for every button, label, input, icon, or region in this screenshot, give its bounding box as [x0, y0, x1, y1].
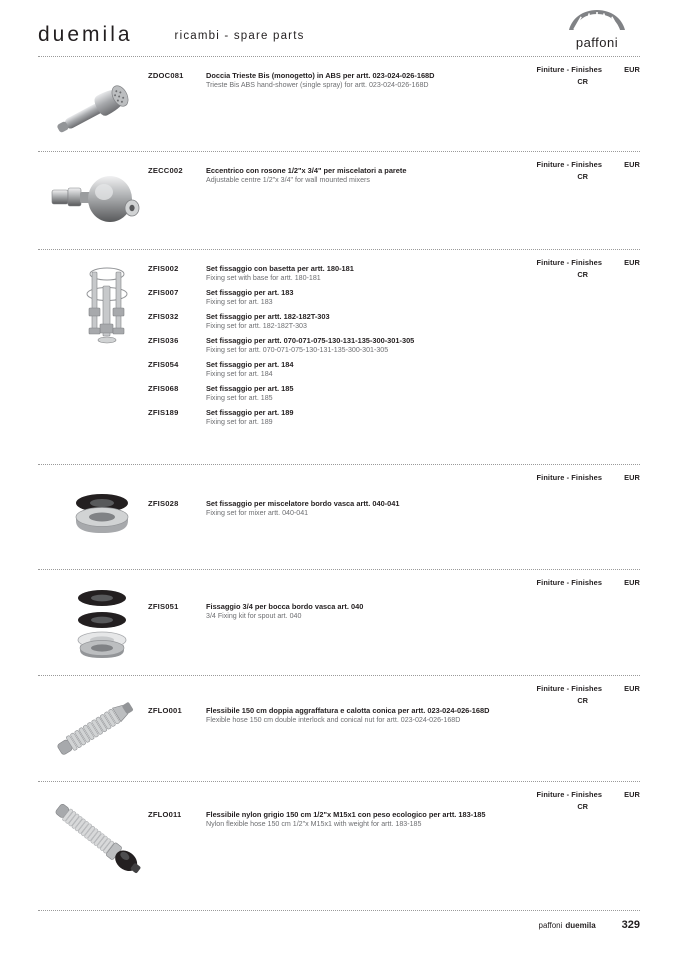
list-item — [148, 810, 628, 829]
product-code: ZFIS054 — [148, 360, 179, 369]
list-item — [148, 312, 628, 331]
finishes-block — [470, 578, 640, 590]
currency-label: EUR — [624, 473, 640, 482]
product-code: ZFIS189 — [148, 408, 179, 417]
product-code-list — [148, 479, 628, 523]
page-footer — [38, 910, 640, 931]
product-desc-en: Nylon flexible hose 150 cm 1/2"x M15x1 with weight for artt. 183-185 — [206, 819, 422, 828]
list-item — [148, 360, 628, 379]
finish-code: CR — [577, 802, 588, 811]
product-code: ZFIS032 — [148, 312, 179, 321]
list-item — [148, 706, 628, 725]
page-header — [38, 0, 640, 56]
ring-flange-icon — [62, 487, 142, 551]
product-desc-en: Fixing set for art. 189 — [206, 417, 273, 426]
finishes-block — [470, 473, 640, 485]
product-desc-it: Set fissaggio per artt. 070-071-075-130-131-135-300-301-305 — [206, 336, 415, 345]
product-desc-en: Fixing set for art. 184 — [206, 369, 273, 378]
product-image-fixing-set — [72, 264, 142, 350]
finishes-block — [470, 65, 640, 86]
product-code: ZFLO001 — [148, 706, 182, 715]
product-row-zdoc081 — [38, 56, 640, 151]
product-image-nylon-hose — [42, 798, 152, 878]
product-code: ZDOC081 — [148, 71, 184, 80]
footer-collection: duemila — [565, 921, 596, 930]
finishes-label: Finiture - Finishes — [536, 790, 603, 799]
product-desc-en: Flexible hose 150 cm double interlock and conical nut for artt. 023-024-026-168D — [206, 715, 461, 724]
currency-label: EUR — [624, 160, 640, 169]
list-item — [148, 499, 628, 518]
product-desc-en: Fixing set with base for artt. 180-181 — [206, 273, 321, 282]
finishes-label: Finiture - Finishes — [536, 160, 603, 169]
product-code: ZFIS002 — [148, 264, 179, 273]
product-desc-it: Set fissaggio per art. 184 — [206, 360, 294, 369]
finishes-label: Finiture - Finishes — [536, 578, 603, 587]
currency-label: EUR — [624, 578, 640, 587]
product-desc-en: 3/4 Fixing kit for spout art. 040 — [206, 611, 302, 620]
finishes-label: Finiture - Finishes — [536, 258, 603, 267]
finishes-label: Finiture - Finishes — [536, 473, 603, 482]
product-code: ZFIS051 — [148, 602, 179, 611]
page-number: 329 — [621, 919, 640, 931]
product-desc-it: Eccentrico con rosone 1/2"x 3/4" per miscelatori a parete — [206, 166, 407, 175]
product-image-hand-shower — [44, 71, 144, 151]
currency-label: EUR — [624, 684, 640, 693]
product-row-zfis051 — [38, 569, 640, 675]
list-item — [148, 602, 628, 621]
logo-text: paffoni — [575, 35, 619, 50]
product-image-flexible-hose — [48, 696, 143, 762]
product-row-zecc002 — [38, 151, 640, 249]
nylon-hose-weight-icon — [42, 798, 152, 878]
product-image-eccentric — [44, 166, 144, 242]
fixing-set-rods-icon — [72, 264, 142, 350]
list-item — [148, 384, 628, 403]
product-desc-it: Set fissaggio per art. 183 — [206, 288, 294, 297]
product-desc-en: Trieste Bis ABS hand-shower (single spray) for artt. 023-024-026-168D — [206, 80, 429, 89]
product-desc-en: Fixing set for art. 183 — [206, 297, 273, 306]
product-code: ZFIS028 — [148, 499, 179, 508]
product-desc-en: Fixing set for mixer artt. 040-041 — [206, 508, 309, 517]
finish-code: CR — [577, 77, 588, 86]
product-desc-it: Flessibile 150 cm doppia aggraffatura e calotta conica per artt. 023-024-026-168D — [206, 706, 490, 715]
product-desc-it: Set fissaggio con basetta per artt. 180-181 — [206, 264, 354, 273]
product-desc-en: Adjustable centre 1/2"x 3/4" for wall mounted mixers — [206, 175, 370, 184]
finishes-block — [470, 160, 640, 181]
list-item — [148, 336, 628, 355]
product-code-list — [148, 264, 628, 432]
product-desc-en: Fixing set for art. 185 — [206, 393, 273, 402]
finish-code: CR — [577, 270, 588, 279]
product-row-zflo011 — [38, 781, 640, 886]
finishes-label: Finiture - Finishes — [536, 684, 603, 693]
product-desc-it: Doccia Trieste Bis (monogetto) in ABS per artt. 023-024-026-168D — [206, 71, 435, 80]
product-row-zfis-group — [38, 249, 640, 464]
currency-label: EUR — [624, 258, 640, 267]
page-title: duemila — [38, 23, 133, 46]
product-desc-en: Fixing set for artt. 070-071-075-130-131-135-300-301-305 — [206, 345, 389, 354]
currency-label: EUR — [624, 790, 640, 799]
product-row-zfis028 — [38, 464, 640, 569]
footer-brand: paffoni — [538, 921, 563, 930]
product-code: ZFIS068 — [148, 384, 179, 393]
eccentric-rosette-icon — [44, 166, 144, 242]
product-desc-en: Fixing set for artt. 182-182T-303 — [206, 321, 307, 330]
product-code-list — [148, 584, 628, 626]
product-code: ZFIS036 — [148, 336, 179, 345]
list-item — [148, 408, 628, 427]
page-subtitle: ricambi - spare parts — [174, 30, 305, 42]
fan-logo-icon — [558, 8, 636, 34]
brand-logo — [554, 8, 640, 50]
product-code: ZECC002 — [148, 166, 183, 175]
product-code: ZFIS007 — [148, 288, 179, 297]
rings-stack-icon — [62, 586, 142, 664]
list-item — [148, 288, 628, 307]
finish-code: CR — [577, 172, 588, 181]
finishes-block — [470, 790, 640, 811]
product-image-rings-stack — [62, 586, 142, 664]
product-desc-it: Set fissaggio per art. 189 — [206, 408, 294, 417]
product-desc-it: Fissaggio 3/4 per bocca bordo vasca art. 040 — [206, 602, 364, 611]
product-desc-it: Set fissaggio per miscelatore bordo vasca artt. 040-041 — [206, 499, 400, 508]
finishes-block — [470, 684, 640, 705]
product-desc-it: Set fissaggio per artt. 182-182T-303 — [206, 312, 330, 321]
currency-label: EUR — [624, 65, 640, 74]
flexible-hose-icon — [48, 696, 143, 762]
product-image-ring-flange — [62, 487, 142, 551]
product-desc-it: Flessibile nylon grigio 150 cm 1/2"x M15x1 con peso ecologico per artt. 183-185 — [206, 810, 486, 819]
finish-code: CR — [577, 696, 588, 705]
finishes-label: Finiture - Finishes — [536, 65, 603, 74]
product-code: ZFLO011 — [148, 810, 182, 819]
product-desc-it: Set fissaggio per art. 185 — [206, 384, 294, 393]
product-row-zflo001 — [38, 675, 640, 781]
hand-shower-icon — [44, 71, 144, 151]
finishes-block — [470, 258, 640, 279]
